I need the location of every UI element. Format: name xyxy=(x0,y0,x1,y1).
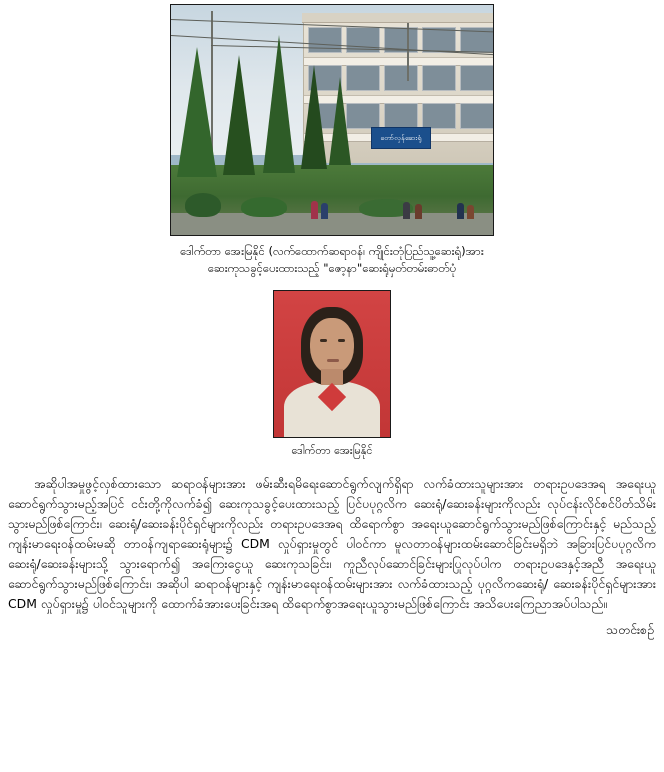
pine-tree xyxy=(263,35,295,173)
pine-tree xyxy=(329,77,351,165)
portrait-eye-left xyxy=(320,339,327,342)
pine-tree xyxy=(177,47,217,177)
building-roof xyxy=(302,13,494,23)
window xyxy=(422,65,456,91)
window xyxy=(384,65,418,91)
top-photo-block xyxy=(0,0,664,278)
person-figure xyxy=(321,203,328,219)
photo-caption-line-2: ဆေးကုသခွင့်ပေးထားသည့် "ဇော့နာ"ဆေးရုံမှတ်တမ်းဓာတ်ပုံ xyxy=(207,261,457,276)
walkway xyxy=(171,213,493,235)
portrait-mouth xyxy=(327,359,339,362)
window xyxy=(460,65,494,91)
portrait-eye-right xyxy=(338,339,345,342)
photo-caption xyxy=(97,243,567,278)
article-body: အဆိုပါအမှုဖွင့်လှစ်ထားသော ဆရာဝန်များအား ဖမ်းဆီးရမိရေးဆောင်ရွက်လျက်ရှိရာ လက်ခံထားသူများအား တရားဥပဒေအရ အရေးယူဆောင်ရွက်သွားမည့်အပြင် ငင်းတို့ကိုလက်ခံ၍ ဆေးကုသခွင့်ပေးထားသည့် ပြင်ပပုဂ္ဂလိက ဆေးရုံ/ဆေးခန်းများကိုလည်း လုပ်ငန်းလိုင်စင်ပိတ်သိမ်းသွားမည်ဖြစ်ကြောင်း၊ ဆေးရုံ/ဆေးခန်းပိုင်ရှင်များကိုလည်း တရားဥပဒေအရ ထိရောက်စွာ အရေးယူဆောင်ရွက်သွားမည်ဖြစ်ကြောင်းနှင့် မည်သည့်ကျန်းမာရေးဝန်ထမ်းမဆို တာဝန်ကျရာဆေးရုံများ၌ CDM လှုပ်ရှားမှုတွင် ပါဝင်ကာ မူလတာဝန်များထမ်းဆောင်ခြင်းမရှိဘဲ အခြားပြင်ပပုဂ္ဂလိက ဆေးရုံ/ဆေးခန်းများသို့ သွားရောက်၍ အကြေးငွေယူ ဆေးကုသခြင်း၊ ကူညီလုပ်ဆောင်ခြင်းများပြုလုပ်ပါက တရားဥပဒေနှင့်အညီ အရေးယူဆောင်ရွက်သွားမည်ဖြစ်ကြောင်း၊ အဆိုပါ ဆရာဝန်များနှင့် ကျန်းမာရေးဝန်ထမ်းများအား လက်ခံထားသည့် ပုဂ္ဂလိကဆေးရုံ/ ဆေးခန်းပိုင်ရှင်များအား CDM လှုပ်ရှားမှု၌ ပါဝင်သူများကို ထောက်ခံအားပေးခြင်းအရ ထိရောက်စွာအရေးယူသွားမည်ဖြစ်ကြောင်း အသိပေးကြေညာအပ်ပါသည်။ xyxy=(8,475,656,612)
utility-pole xyxy=(407,23,409,81)
window xyxy=(346,65,380,91)
hospital-signboard: တော်လှန်ဆေးရုံ xyxy=(371,127,431,149)
window xyxy=(460,103,494,129)
person-figure xyxy=(311,201,318,219)
portrait-block xyxy=(0,290,664,460)
window xyxy=(384,103,418,129)
photo-caption-line-1: ဒေါက်တာ အေးမြနိုင် (လက်ထောက်ဆရာဝန်၊ ကျိုင်းတုံပြည်သူ့ဆေးရုံ)အား xyxy=(180,244,484,258)
window xyxy=(422,27,456,53)
hospital-building-photo xyxy=(170,4,494,236)
portrait-face xyxy=(310,318,354,374)
window xyxy=(422,103,456,129)
person-figure xyxy=(467,205,474,219)
pine-tree xyxy=(223,55,255,175)
shrub xyxy=(185,193,221,217)
pine-tree xyxy=(301,65,327,169)
person-figure xyxy=(415,204,422,219)
portrait-caption: ဒေါက်တာ အေးမြနိုင် xyxy=(291,443,373,457)
article-signoff: သတင်းစဉ် xyxy=(606,622,654,638)
doctor-portrait-photo xyxy=(273,290,391,438)
person-figure xyxy=(403,202,410,219)
window xyxy=(346,103,380,129)
person-figure xyxy=(457,203,464,219)
shrub xyxy=(241,197,287,217)
